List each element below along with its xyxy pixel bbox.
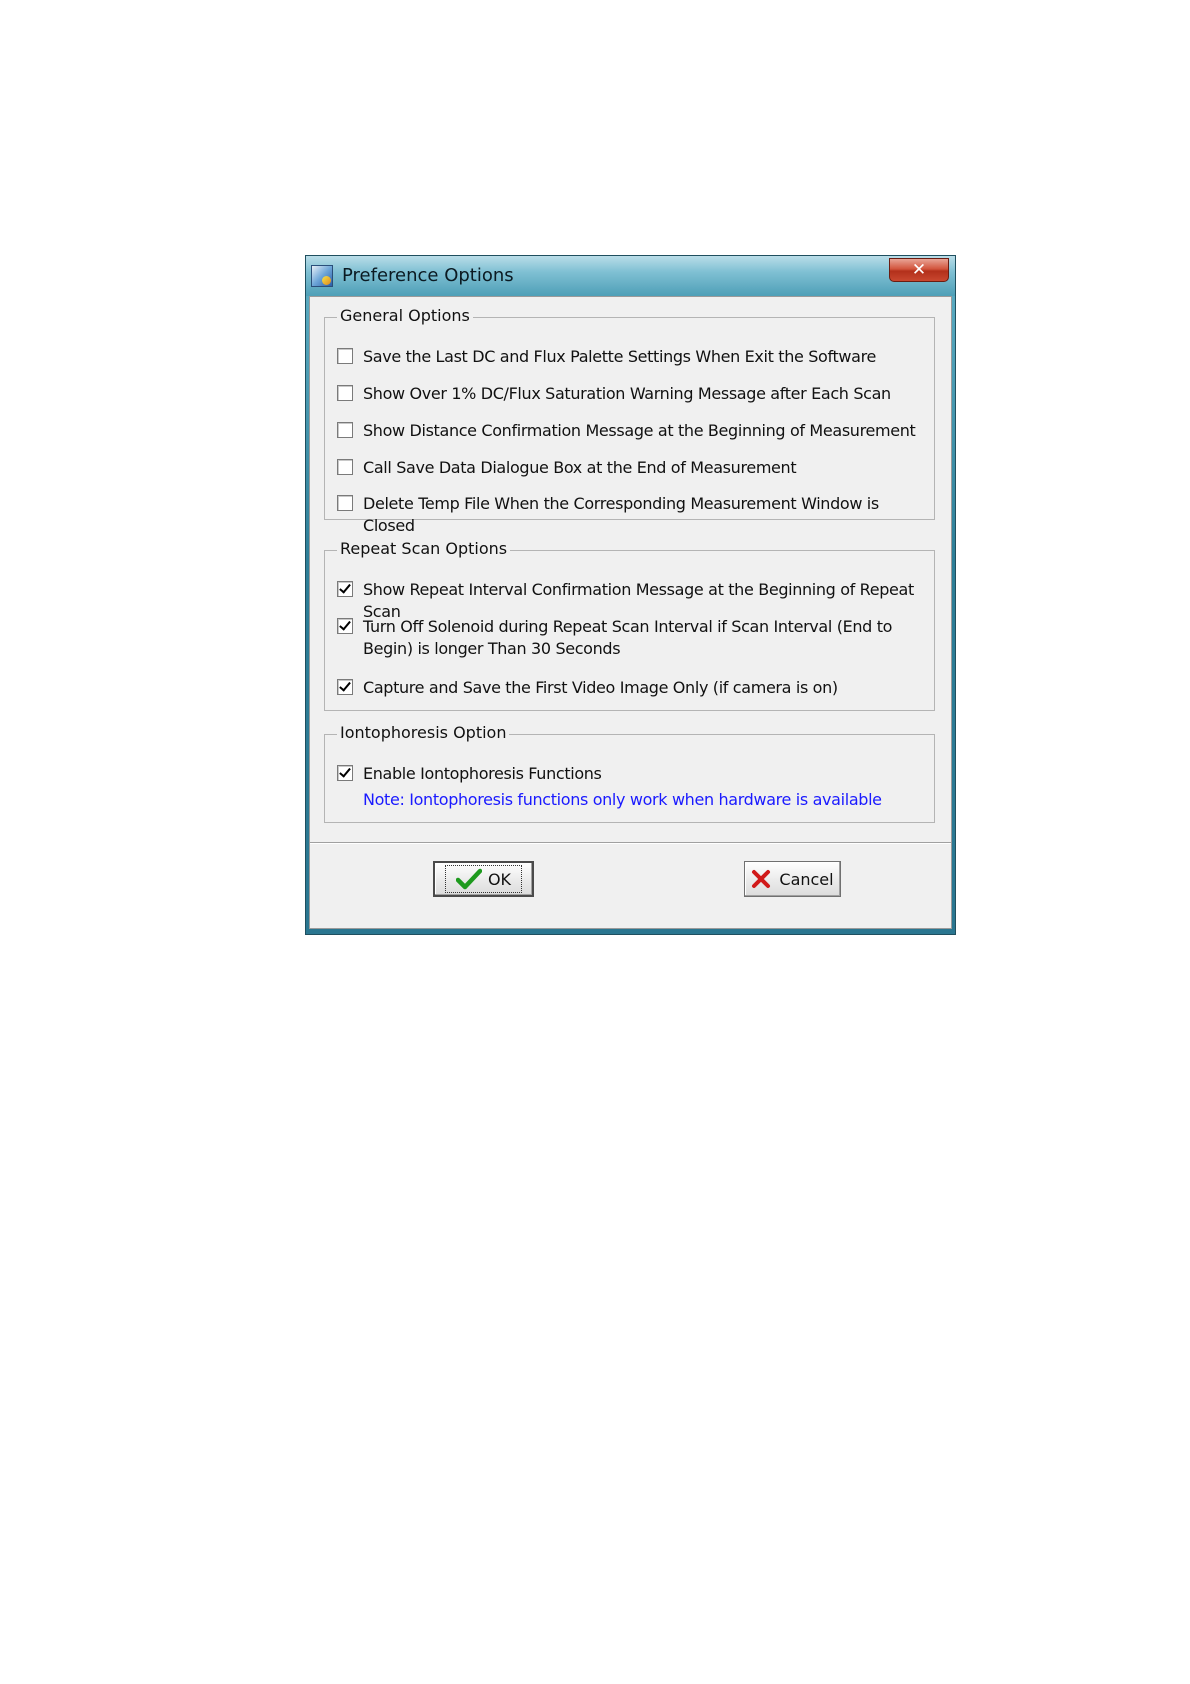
option-capture-first-video-image[interactable] — [337, 677, 926, 699]
option-label: Enable Iontophoresis Functions — [363, 764, 602, 783]
title-bar[interactable] — [306, 256, 955, 296]
checkbox-capture-first-video-image[interactable] — [337, 679, 353, 695]
preference-options-dialog — [305, 255, 956, 935]
cancel-button-label: Cancel — [779, 869, 834, 889]
repeat-scan-options-group — [324, 539, 935, 711]
option-save-data-dialog[interactable] — [337, 457, 926, 479]
checkbox-save-palette-settings[interactable] — [337, 348, 353, 364]
cancel-x-icon — [751, 869, 771, 889]
option-distance-confirmation[interactable] — [337, 420, 926, 442]
option-save-palette-settings[interactable] — [337, 346, 926, 368]
option-label: Capture and Save the First Video Image Only (if camera is on) — [363, 678, 838, 697]
iontophoresis-note: Note: Iontophoresis functions only work when hardware is available — [363, 790, 882, 809]
window-title: Preference Options — [342, 265, 514, 286]
ok-button-label: OK — [487, 869, 512, 889]
ok-button-inner — [445, 865, 522, 893]
ok-button[interactable] — [433, 861, 534, 897]
option-label: Show Over 1% DC/Flux Saturation Warning Message after Each Scan — [363, 384, 891, 403]
button-area-divider — [310, 842, 951, 844]
app-icon — [311, 265, 333, 287]
close-button[interactable] — [889, 258, 949, 282]
iontophoresis-option-group — [324, 723, 935, 823]
dialog-body — [309, 296, 952, 929]
checkbox-distance-confirmation[interactable] — [337, 422, 353, 438]
option-label: Save the Last DC and Flux Palette Settings When Exit the Software — [363, 347, 876, 366]
general-options-group — [324, 306, 935, 535]
option-saturation-warning[interactable] — [337, 383, 926, 405]
checkbox-saturation-warning[interactable] — [337, 385, 353, 401]
checkbox-enable-iontophoresis[interactable] — [337, 765, 353, 781]
option-label: Show Repeat Interval Confirmation Message at the Beginning of Repeat Scan — [363, 580, 914, 621]
checkbox-delete-temp-file[interactable] — [337, 495, 353, 511]
option-delete-temp-file[interactable] — [337, 493, 926, 537]
repeat-scan-options-title: Repeat Scan Options — [337, 539, 510, 558]
option-turn-off-solenoid[interactable] — [337, 616, 897, 660]
cancel-button-inner — [745, 867, 839, 891]
general-options-title: General Options — [337, 306, 473, 325]
option-enable-iontophoresis[interactable] — [337, 763, 926, 785]
option-label: Turn Off Solenoid during Repeat Scan Interval if Scan Interval (End to Begin) is longer Than 30 Seconds — [363, 617, 893, 658]
option-label: Show Distance Confirmation Message at the Beginning of Measurement — [363, 421, 916, 440]
checkbox-save-data-dialog[interactable] — [337, 459, 353, 475]
checkmark-icon — [456, 868, 482, 890]
option-label: Call Save Data Dialogue Box at the End of Measurement — [363, 458, 797, 477]
checkbox-repeat-interval-confirmation[interactable] — [337, 581, 353, 597]
cancel-button[interactable] — [744, 861, 841, 897]
option-label: Delete Temp File When the Corresponding Measurement Window is Closed — [363, 494, 879, 535]
close-icon: ✕ — [911, 260, 927, 280]
checkbox-turn-off-solenoid[interactable] — [337, 618, 353, 634]
iontophoresis-option-title: Iontophoresis Option — [337, 723, 509, 742]
